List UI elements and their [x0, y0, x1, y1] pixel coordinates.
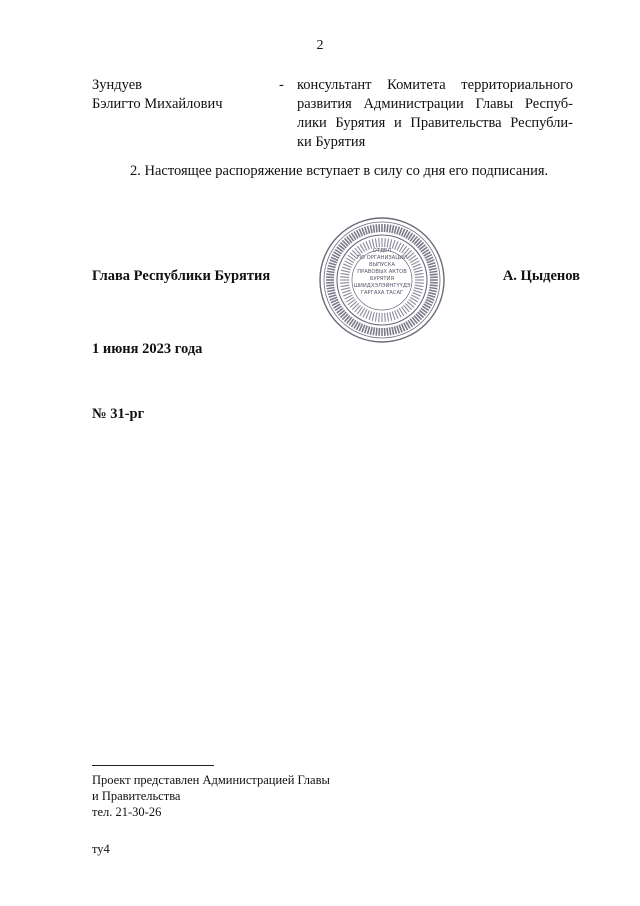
footnote — [92, 772, 330, 820]
seal-text-line: ОТДЕЛ — [372, 248, 392, 254]
member-role-line: лики Бурятия и Правительства Республи- — [297, 115, 573, 131]
seal-text-line: ПО ОРГАНИЗАЦИИ — [356, 255, 408, 261]
official-seal — [318, 216, 446, 344]
member-dash: - — [279, 77, 284, 93]
document-date: 1 июня 2023 года — [92, 341, 203, 357]
clause-2: 2. Настоящее распоряжение вступает в силу со дня его подписания. — [130, 163, 549, 179]
signatory-name: А. Цыденов — [502, 268, 580, 284]
member-name — [92, 76, 272, 114]
footnote-line: Проект представлен Администрацией Главы — [92, 773, 330, 787]
document-code: ту4 — [92, 842, 110, 856]
member-role-line: консультант Комитета территориального — [297, 77, 573, 93]
footnote-line: тел. 21-30-26 — [92, 805, 162, 819]
document-number: № 31-рг — [92, 406, 145, 422]
page-number: 2 — [316, 38, 324, 53]
footnote-divider — [92, 765, 214, 766]
seal-text-line: БУРЯТИЯ — [369, 276, 395, 282]
signatory-title: Глава Республики Бурятия — [92, 268, 271, 284]
seal-text-line: ВЫПУСКА — [368, 262, 396, 268]
seal-text-line: ГАРГАХА ТАСАГ — [360, 290, 404, 296]
seal-text-line: ПРАВОВЫХ АКТОВ — [357, 269, 407, 275]
member-role-line: ки Бурятия — [297, 134, 366, 150]
seal-text-line: ШИИДХЭЛЭЙНГҮҮДЭ — [353, 283, 411, 289]
member-role-line: развития Администрации Главы Респуб- — [297, 96, 573, 112]
member-surname: Зундуев — [92, 77, 142, 93]
member-role — [297, 76, 573, 152]
member-given-names: Бэлигто Михайлович — [92, 96, 223, 112]
footnote-line: и Правительства — [92, 789, 181, 803]
